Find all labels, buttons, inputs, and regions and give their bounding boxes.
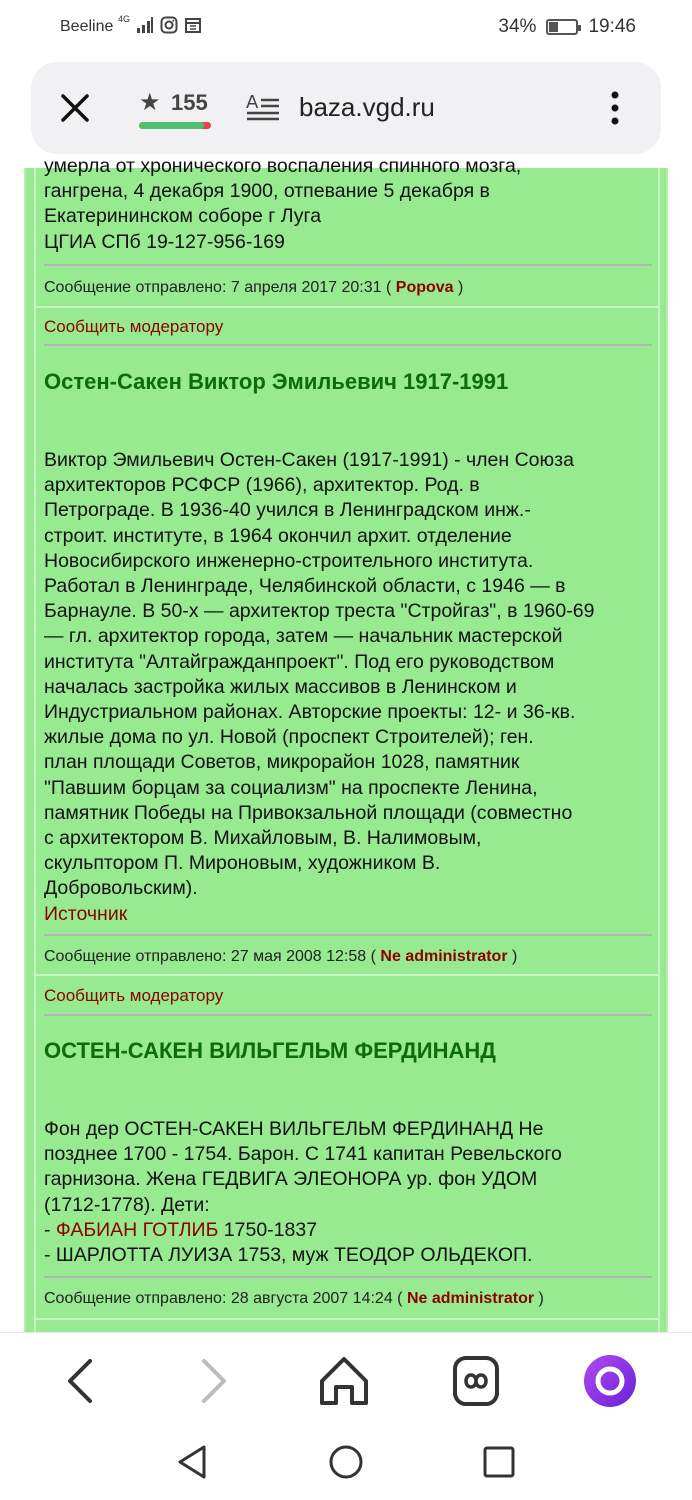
page-domain[interactable]: baza.vgd.ru bbox=[299, 92, 435, 122]
svg-text:A: A bbox=[246, 92, 259, 113]
carrier-label: Beeline bbox=[60, 18, 114, 35]
instagram-icon bbox=[160, 16, 178, 34]
close-icon[interactable] bbox=[53, 86, 97, 130]
divider bbox=[36, 974, 658, 976]
forum-panel bbox=[24, 155, 668, 1332]
more-menu-icon[interactable] bbox=[603, 86, 627, 130]
report-moderator-link[interactable]: Сообщить модератору bbox=[44, 986, 224, 1005]
page-content bbox=[0, 155, 692, 1332]
system-navigation-bar bbox=[0, 1424, 692, 1500]
divider bbox=[44, 264, 652, 266]
calendar-icon bbox=[184, 16, 202, 34]
forward-icon[interactable] bbox=[184, 1353, 244, 1409]
post-body: умерла от хронического воспаления спинного мозга, гангрена, 4 декабря 1900, отпевание 5 декабря в Екатерининском соборе г Луга ЦГИА СПб 19-127-956-169 bbox=[44, 155, 522, 253]
reader-mode-icon[interactable] bbox=[245, 90, 281, 126]
post-title: ОСТЕН-САКЕН ВИЛЬГЕЛЬМ ФЕРДИНАНД bbox=[44, 1038, 496, 1063]
divider bbox=[36, 1318, 658, 1320]
star-icon: ★ bbox=[139, 89, 161, 116]
browser-toolbar bbox=[0, 1332, 692, 1424]
system-home-icon[interactable] bbox=[328, 1444, 364, 1480]
rating-value: 155 bbox=[171, 90, 208, 115]
status-bar bbox=[0, 0, 692, 56]
tabs-icon[interactable] bbox=[446, 1353, 506, 1409]
post-meta: Сообщение отправлено: 7 апреля 2017 20:31 ( Popova ) bbox=[44, 279, 464, 296]
site-rating-button[interactable] bbox=[139, 88, 211, 132]
source-link[interactable]: Источник bbox=[44, 902, 128, 925]
system-back-icon[interactable] bbox=[176, 1444, 208, 1480]
post-title: Остен-Сакен Виктор Эмильевич 1917-1991 bbox=[44, 369, 509, 394]
back-icon[interactable] bbox=[50, 1353, 110, 1409]
rating-bar bbox=[139, 122, 211, 129]
signal-icon bbox=[136, 16, 154, 34]
post-body: Фон дер ОСТЕН-САКЕН ВИЛЬГЕЛЬМ ФЕРДИНАНД Не позднее 1700 - 1754. Барон. С 1741 капитан Ревельского гарнизона. Жена ГЕДВИГА ЭЛЕОНОРА ур. фон УДОМ (1712-1778). Дети: - ФАБИАН ГОТЛИБ 1750-1837 - ШАРЛОТТА ЛУИЗА 1753, муж ТЕОДОР ОЛЬДЕКОП. bbox=[44, 1118, 562, 1267]
post-meta: Сообщение отправлено: 27 мая 2008 12:58 ( Ne administrator ) bbox=[44, 948, 518, 965]
person-link[interactable]: ФАБИАН ГОТЛИБ bbox=[55, 1218, 219, 1241]
report-moderator-link[interactable]: Сообщить модератору bbox=[44, 317, 224, 336]
divider bbox=[44, 1276, 652, 1278]
post-body: Виктор Эмильевич Остен-Сакен (1917-1991) - член Союза архитекторов РСФСР (1966), архитектор. Род. в Петрограде. В 1936-40 учился в Ленинградском инж.- строит. институте, в 1964 окончил архит. отделение Новосибирского инженерно-строительного института. Работал в Ленинграде, Челябинской области, с 1946 — в Барнауле. В 50-х — архитектор треста "Стройгаз", в 1960-69 — гл. архитектор города, затем — начальник мастерской института "Алтайгражданпроект". Под его руководством началась застройка жилых массивов в Ленинском и Индустриальном районах. Авторские проекты: 12- и 36-кв. жилые дома по ул. Новой (проспект Строителей); ген. план площади Советов, микрорайон 1028, памятник "Павшим борцам за социализм" на проспекте Ленина, памятник Победы на Привокзальной площади (совместно с архитектором В. Михайловым, В. Налимовым, скульптором П. Мироновым, художником В. Добровольским). Источник bbox=[44, 448, 656, 927]
author-link[interactable]: Ne administrator bbox=[406, 1290, 535, 1307]
alice-assistant-icon[interactable] bbox=[580, 1353, 640, 1409]
author-link[interactable]: Ne administrator bbox=[380, 948, 508, 965]
battery-percent: 34% bbox=[498, 16, 537, 37]
divider bbox=[44, 934, 652, 936]
battery-icon bbox=[546, 19, 578, 35]
address-bar bbox=[31, 62, 661, 154]
network-label: 4G bbox=[118, 14, 131, 24]
author-link[interactable]: Popova bbox=[395, 279, 454, 296]
divider bbox=[44, 344, 652, 346]
system-recents-icon[interactable] bbox=[482, 1444, 516, 1480]
post-meta: Сообщение отправлено: 28 августа 2007 14:24 ( Ne administrator ) bbox=[44, 1290, 544, 1307]
divider bbox=[36, 306, 658, 308]
clock: 19:46 bbox=[588, 16, 636, 37]
home-icon[interactable] bbox=[314, 1353, 374, 1409]
divider bbox=[44, 1014, 652, 1016]
